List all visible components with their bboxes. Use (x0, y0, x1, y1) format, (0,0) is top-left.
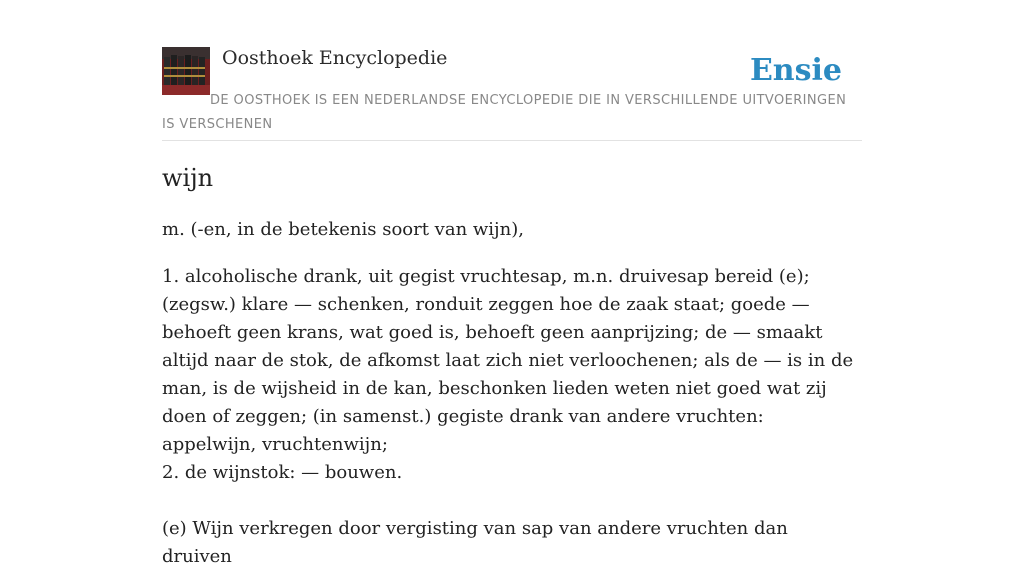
site-header (162, 46, 862, 141)
entry-article (162, 160, 862, 571)
entry-title: wijn (162, 164, 214, 192)
site-name[interactable]: Oosthoek Encyclopedie (222, 47, 448, 69)
brand-logo-link[interactable]: Ensie (749, 53, 842, 88)
entry-definitions: 1. alcoholische drank, uit gegist vruchtesap, m.n. druivesap bereid (e); (zegsw.) klare — schenken, ronduit zeggen hoe de zaak staat; goede — behoeft geen krans, wat goed is, behoeft geen aanprijzing; de — smaakt altijd naar de stok, de afkomst laat zich niet verloochenen; als de — is in de man, is de wijsheid in de kan, beschonken lieden weten niet goed wat zij doen of zeggen; (in samenst.) gegiste drank van andere vruchten: appelwijn, vruchtenwijn; 2. de wijnstok: — bouwen. (162, 266, 854, 483)
entry-grammar: m. (-en, in de betekenis soort van wijn), (162, 219, 524, 240)
entry-note: (e) Wijn verkregen door vergisting van sap van andere vruchten dan druiven (162, 518, 788, 567)
site-tagline: DE OOSTHOEK IS EEN NEDERLANDSE ENCYCLOPEDIE DIE IN VERSCHILLENDE UITVOERINGEN IS VERSCHENEN (162, 93, 847, 132)
encyclopedia-books-icon[interactable] (162, 47, 210, 95)
